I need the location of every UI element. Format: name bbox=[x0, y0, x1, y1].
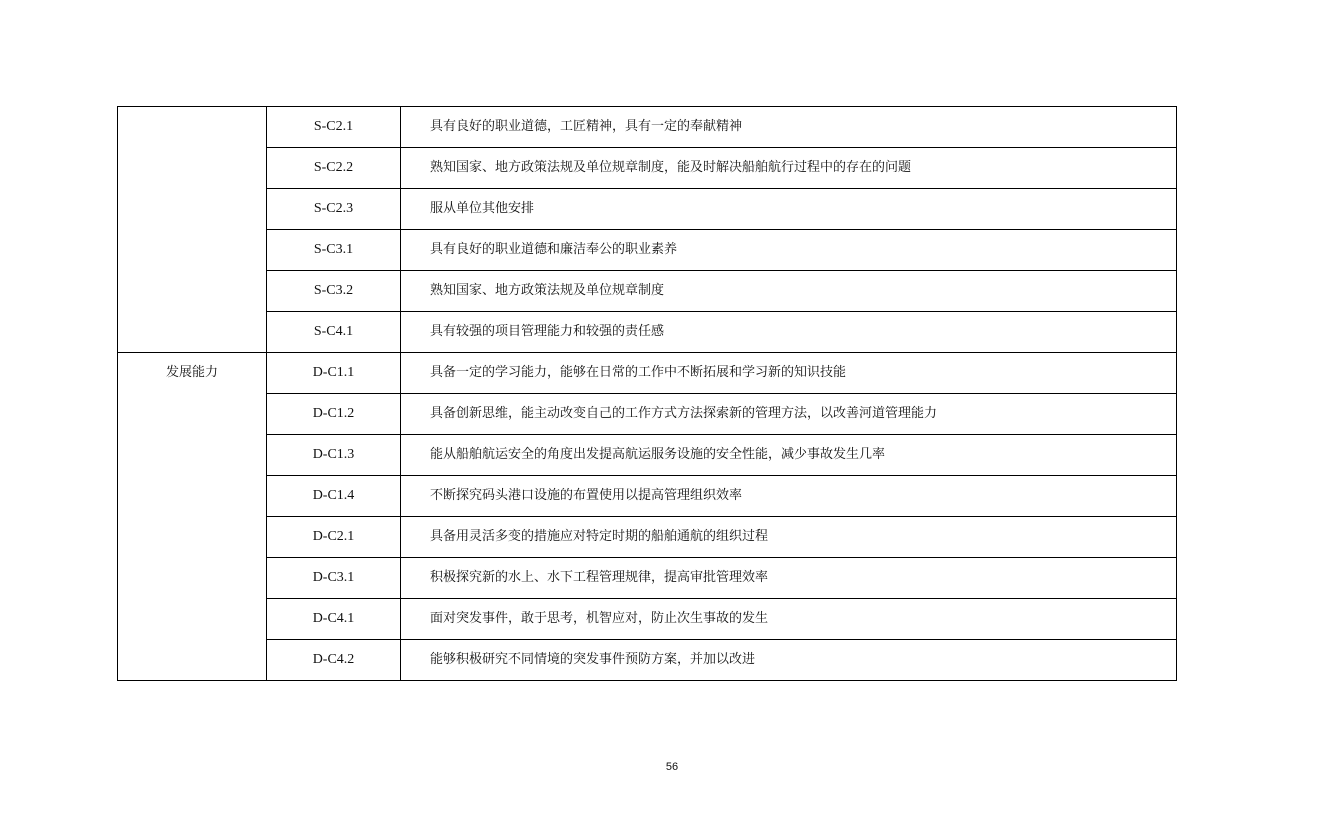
table-row bbox=[118, 107, 1177, 148]
description-cell: 服从单位其他安排 bbox=[401, 189, 1177, 230]
description-cell: 具有较强的项目管理能力和较强的责任感 bbox=[401, 312, 1177, 353]
description-cell: 面对突发事件，敢于思考，机智应对，防止次生事故的发生 bbox=[401, 599, 1177, 640]
description-cell: 熟知国家、地方政策法规及单位规章制度，能及时解决船舶航行过程中的存在的问题 bbox=[401, 148, 1177, 189]
description-cell: 能从船舶航运安全的角度出发提高航运服务设施的安全性能，减少事故发生几率 bbox=[401, 435, 1177, 476]
table-row bbox=[118, 312, 1177, 353]
table-row bbox=[118, 230, 1177, 271]
code-cell: D-C4.2 bbox=[267, 640, 401, 681]
code-cell: S-C2.2 bbox=[267, 148, 401, 189]
code-cell: D-C1.1 bbox=[267, 353, 401, 394]
description-cell: 积极探究新的水上、水下工程管理规律，提高审批管理效率 bbox=[401, 558, 1177, 599]
table-row bbox=[118, 599, 1177, 640]
table-row bbox=[118, 271, 1177, 312]
code-cell: D-C3.1 bbox=[267, 558, 401, 599]
category-cell bbox=[118, 353, 267, 681]
description-cell: 能够积极研究不同情境的突发事件预防方案，并加以改进 bbox=[401, 640, 1177, 681]
code-cell: S-C2.1 bbox=[267, 107, 401, 148]
code-cell: S-C3.1 bbox=[267, 230, 401, 271]
description-cell: 具备用灵活多变的措施应对特定时期的船舶通航的组织过程 bbox=[401, 517, 1177, 558]
table-row bbox=[118, 435, 1177, 476]
code-cell: S-C4.1 bbox=[267, 312, 401, 353]
table-row bbox=[118, 353, 1177, 394]
description-cell: 具备一定的学习能力，能够在日常的工作中不断拓展和学习新的知识技能 bbox=[401, 353, 1177, 394]
description-cell: 不断探究码头港口设施的布置使用以提高管理组织效率 bbox=[401, 476, 1177, 517]
table-row bbox=[118, 394, 1177, 435]
description-cell: 熟知国家、地方政策法规及单位规章制度 bbox=[401, 271, 1177, 312]
table-row bbox=[118, 476, 1177, 517]
table-row bbox=[118, 148, 1177, 189]
category-label bbox=[118, 107, 266, 119]
category-cell bbox=[118, 107, 267, 353]
category-label: 发展能力 bbox=[165, 365, 218, 380]
table-row bbox=[118, 640, 1177, 681]
table-row bbox=[118, 189, 1177, 230]
description-cell: 具有良好的职业道德和廉洁奉公的职业素养 bbox=[401, 230, 1177, 271]
code-cell: D-C2.1 bbox=[267, 517, 401, 558]
code-cell: D-C1.4 bbox=[267, 476, 401, 517]
code-cell: D-C4.1 bbox=[267, 599, 401, 640]
description-cell: 具有良好的职业道德，工匠精神，具有一定的奉献精神 bbox=[401, 107, 1177, 148]
table-row bbox=[118, 558, 1177, 599]
code-cell: S-C3.2 bbox=[267, 271, 401, 312]
code-cell: S-C2.3 bbox=[267, 189, 401, 230]
description-cell: 具备创新思维，能主动改变自己的工作方式方法探索新的管理方法，以改善河道管理能力 bbox=[401, 394, 1177, 435]
page-number: 56 bbox=[665, 761, 679, 773]
code-cell: D-C1.3 bbox=[267, 435, 401, 476]
code-cell: D-C1.2 bbox=[267, 394, 401, 435]
table-row bbox=[118, 517, 1177, 558]
competency-table bbox=[117, 106, 1177, 681]
